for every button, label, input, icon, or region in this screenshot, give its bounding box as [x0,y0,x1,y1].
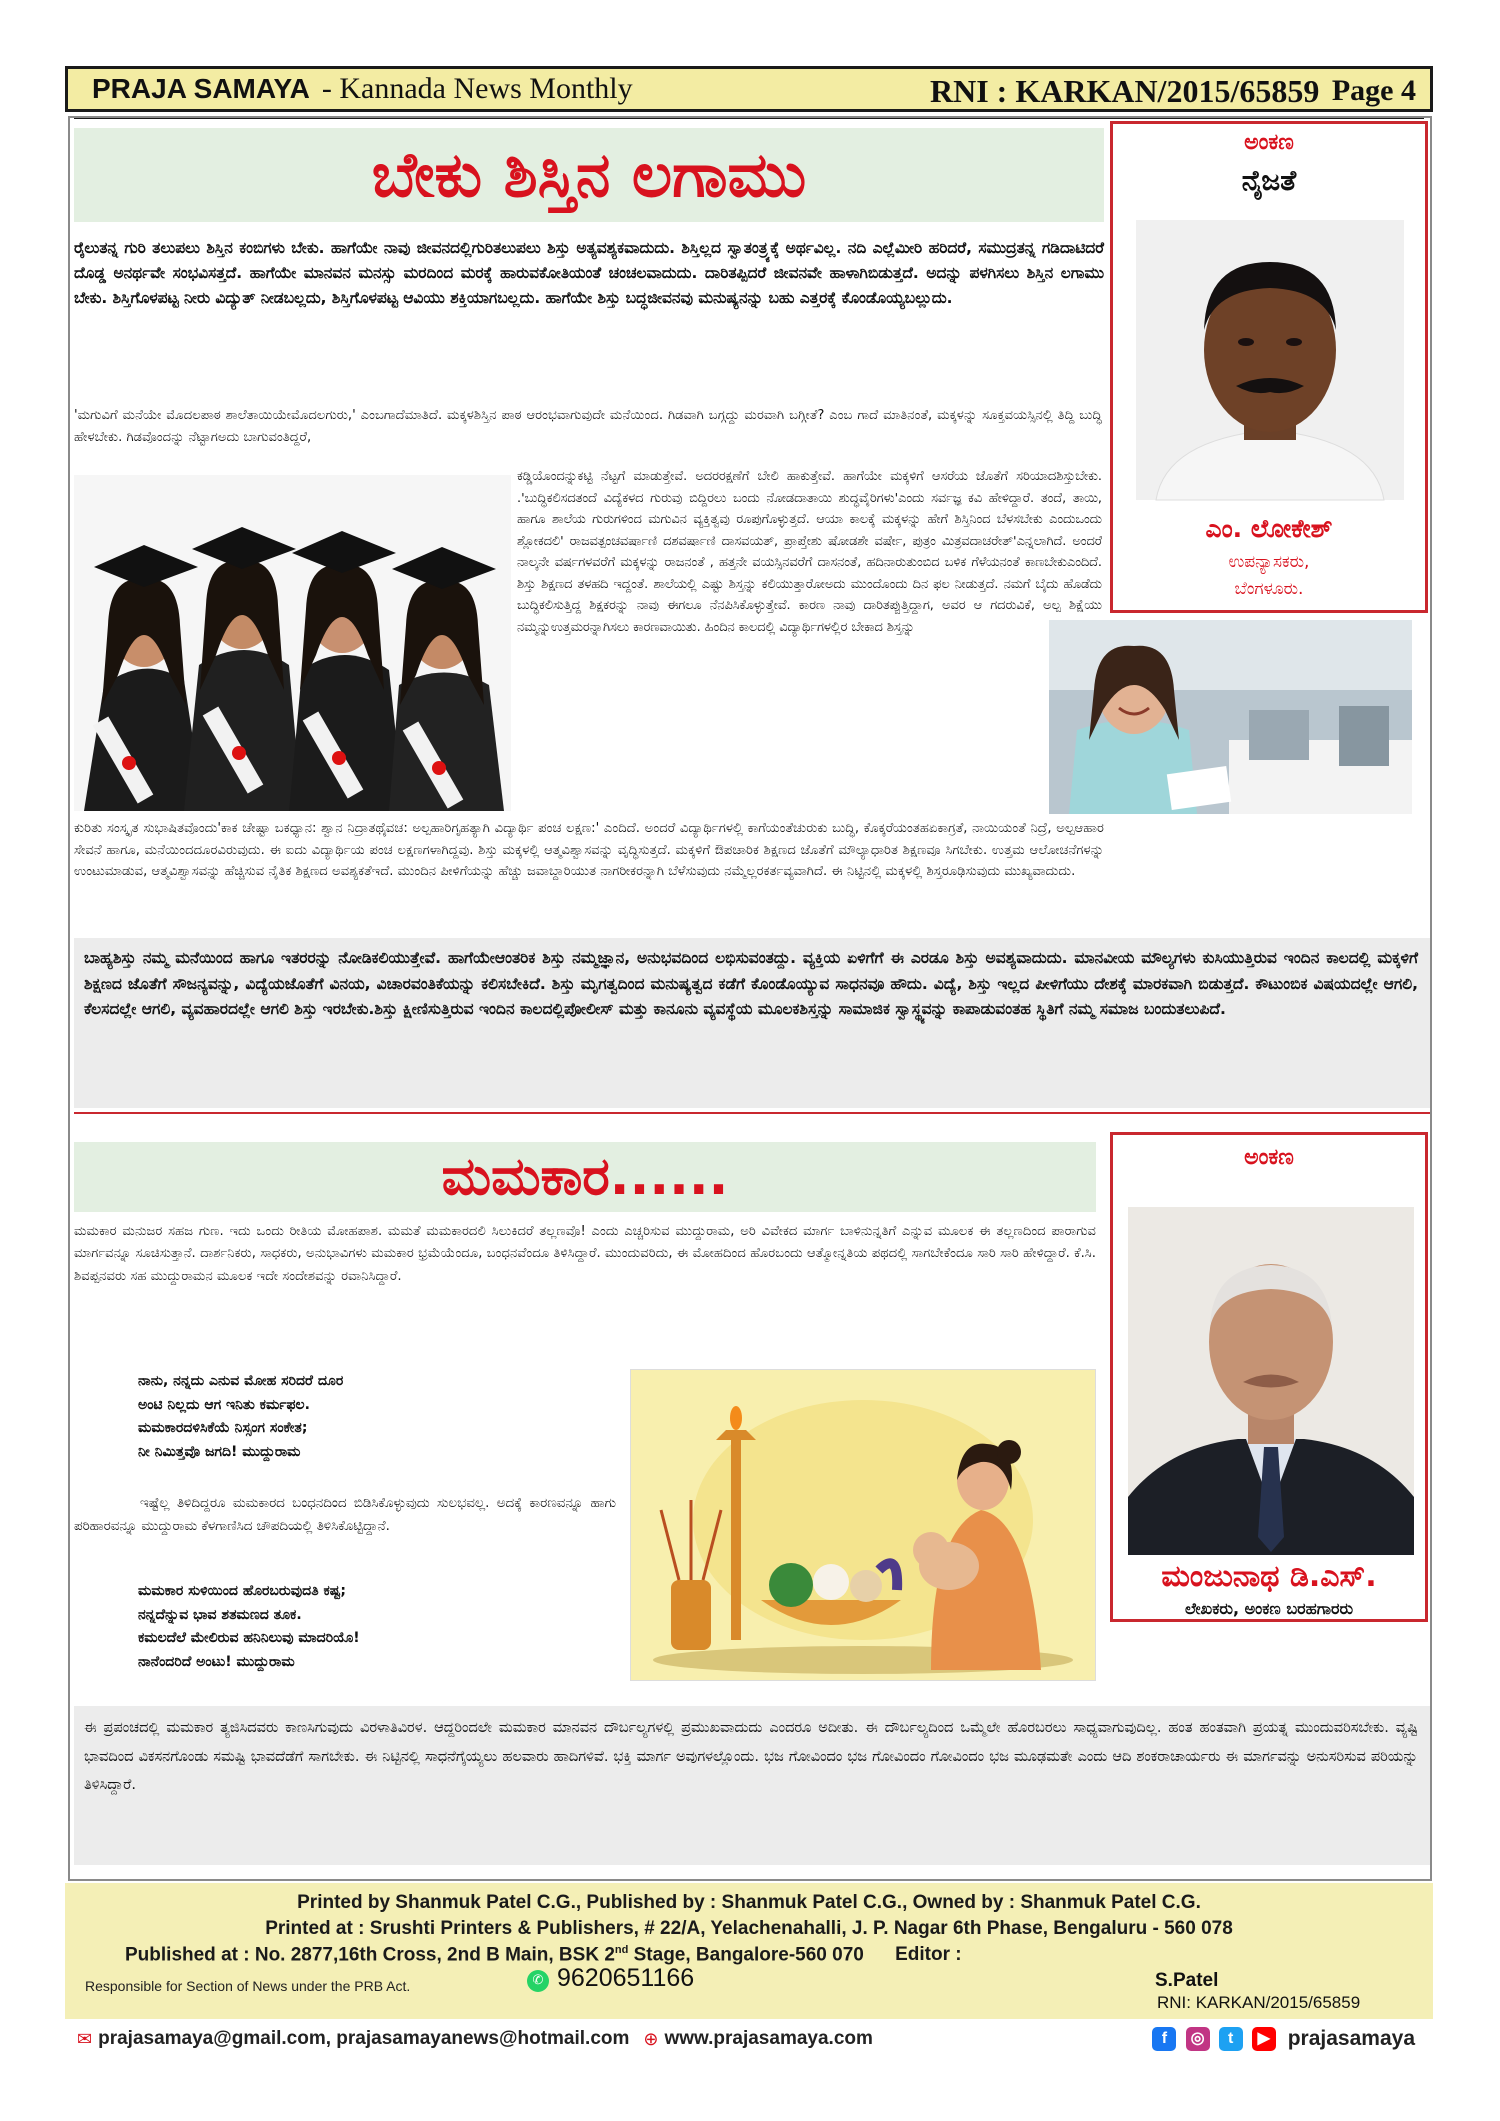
email-icon: ✉ [77,2028,93,2050]
poem2-line: ನಾನೆಂದರಿದೆ ಅಂಟು! ಮುದ್ದುರಾಮ [138,1653,295,1670]
poem1-line: ನಾನು, ನನ್ನದು ಎನುವ ಮೋಹ ಸರಿದರೆ ದೂರ [138,1373,344,1389]
poem1-line: ಅಂಟಿ ನಿಲ್ಲದು ಆಗ ಇನಿತು ಕರ್ಮಫಲ. [138,1396,310,1413]
article2-conclusion: ಈ ಪ್ರಪಂಚದಲ್ಲಿ ಮಮಕಾರ ತ್ಯಜಿಸಿದವರು ಕಾಣಸಿಗುವುದು ವಿರಳಾತಿವಿರಳ. ಆದ್ದರಿಂದಲೇ ಮಮಕಾರ ಮಾನವನ ದೌರ್ಬಲ್ಯಗಳಲ್ಲಿ ಪ್ರಮುಖವಾದುದು ಎಂದರೂ ಅದೀತು. ಈ ದೌರ್ಬಲ್ಯದಿಂದ ಒಮ್ಮೆಲೇ ಹೊರಬರಲು ಸಾಧ್ಯವಾಗುವುದಿಲ್ಲ. ಹಂತ ಹಂತವಾಗಿ ಪ್ರಯತ್ನ ಮುಂದುವರಿಸಬೇಕು. ವ್ಯಷ್ಟಿ ಭಾವದಿಂದ ವಿಕಸನಗೊಂಡು ಸಮಷ್ಟಿ ಭಾವದೆಡೆಗೆ ಸಾಗಬೇಕು. ಈ ನಿಟ್ಟಿನಲ್ಲಿ ಸಾಧನೆಗೈಯ್ಯಲು ಹಲವಾರು ಹಾದಿಗಳಿವೆ. ಭಕ್ತಿ ಮಾರ್ಗ ಅವುಗಳಲ್ಲೊಂದು. ಭಜ ಗೋವಿಂದಂ ಭಜ ಗೋವಿಂದಂ ಗೋವಿಂದಂ ಭಜ ಮೂಢಮತೇ ಎಂದು ಆದಿ ಶಂಕರಾಚಾರ್ಯರು ಈ ಮಾರ್ಗವನ್ನು ಅನುಸರಿಸುವ ಪರಿಯನ್ನು ತಿಳಿಸಿದ್ದಾರೆ. [84,1720,1418,1793]
poem2 [138,1580,598,1674]
facebook-icon[interactable]: f [1152,2027,1176,2051]
social-handle: prajasamaya [1287,2027,1415,2050]
article2-mid: ಇಷ್ಟೆಲ್ಲ ತಿಳಿದಿದ್ದರೂ ಮಮಕಾರದ ಬಂಧನದಿಂದ ಬಿಡಿಸಿಕೊಳ್ಳುವುದು ಸುಲಭವಲ್ಲ. ಅದಕ್ಕೆ ಕಾರಣವನ್ನೂ ಹಾಗು ಪರಿಹಾರವನ್ನೂ ಮುದ್ದುರಾಮ ಕೆಳಗಾಣಿಸಿದ ಚೌಪದಿಯಲ್ಲಿ ತಿಳಿಸಿಕೊಟ್ಟಿದ್ದಾನೆ. [74,1496,616,1534]
imprint-sup: nd [614,1944,629,1956]
poem1-line: ಮಮಕಾರದಳಿಸಿಕೆಯೆ ನಿಸ್ಸಂಗ ಸಂಕೇತ; [138,1420,308,1436]
article2-conclusion-box [74,1706,1430,1865]
footer-rni: RNI: KARKAN/2015/65859 [1157,1993,1361,2012]
publication-name: PRAJA SAMAYA [92,73,310,104]
article1-intro: ರೈಲುತನ್ನ ಗುರಿ ತಲುಪಲು ಶಿಸ್ತಿನ ಕಂಬಿಗಳು ಬೇಕು. ಹಾಗೆಯೇ ನಾವು ಜೀವನದಲ್ಲಿಗುರಿತಲುಪಲು ಶಿಸ್ತು ಅತ್ಯವಶ್ಯಕವಾದುದು. ಶಿಸ್ತಿಲ್ಲದ ಸ್ವಾತಂತ್ರ್ಯಕ್ಕೆ ಅರ್ಥವಿಲ್ಲ. ನದಿ ಎಲ್ಲೆಮೀರಿ ಹರಿದರೆ, ಸಮುದ್ರತನ್ನ ಗಡಿದಾಟಿದರೆ ದೊಡ್ಡ ಅನರ್ಥವೇ ಸಂಭವಿಸತ್ತದೆ. ಹಾಗೆಯೇ ಮಾನವನ ಮನಸ್ಸು ಮರದಿಂದ ಮರಕ್ಕೆ ಹಾರುವಕೋತಿಯಂತೆ ಚಂಚಲವಾದುದು. ದಾರಿತಪ್ಪಿದರೆ ಜೀವನವೇ ಹಾಳಾಗಿಬಿಡುತ್ತದೆ. ಅದನ್ನು ಪಳಗಿಸಲು ಶಿಸ್ತಿನ ಲಗಾಮು ಬೇಕು. ಶಿಸ್ತಿಗೊಳಪಟ್ಟ ನೀರು ವಿದ್ಯುತ್ ನೀಡಬಲ್ಲದು, ಶಿಸ್ತಿಗೊಳಪಟ್ಟ ಆವಿಯು ಶಕ್ತಿಯಾಗಬಲ್ಲದು. ಹಾಗೆಯೇ ಶಿಸ್ತು ಬದ್ಧಜೀವನವು ಮನುಷ್ಯನನ್ನು ಬಹು ಎತ್ತರಕ್ಕೆ ಕೊಂಡೊಯ್ಯಬಲ್ಲುದು. [74,239,1104,307]
youtube-icon[interactable]: ▶ [1252,2027,1276,2051]
imprint-line-3 [125,1944,962,1966]
article1-body-mid: ಕಡ್ಡಿಯೊಂದನ್ನುಕಟ್ಟಿ ನೆಟ್ಟಗೆ ಮಾಡುತ್ತೇವೆ. ಅದರರಕ್ಷಣೆಗೆ ಬೇಲಿ ಹಾಕುತ್ತೇವೆ. ಹಾಗೆಯೇ ಮಕ್ಕಳಿಗೆ ಆಸರೆಯ ಜೊತೆಗೆ ಸರಿಯಾದಶಿಸ್ತುಬೇಕು. .'ಬುದ್ಧಿಕಲಿಸದತಂದೆ ವಿದ್ಯೆಕಳದ ಗುರುವು ಬಿದ್ದಿರಲು ಬಂದು ನೋಡದಾತಾಯಿ ಶುದ್ಧವೈರಿಗಳು'ಎಂದು ಸರ್ವಜ್ಞ ಕವಿ ಹೇಳಿದ್ದಾರೆ. ತಂದೆ, ತಾಯಿ, ಹಾಗೂ ಶಾಲೆಯ ಗುರುಗಳಿಂದ ಮಗುವಿನ ವ್ಯಕ್ತಿತ್ವವು ರೂಪುಗೊಳ್ಳುತ್ತದೆ. ಆಯಾ ಕಾಲಕ್ಕೆ ಮಕ್ಕಳನ್ನು ಹೇಗೆ ಶಿಸ್ತಿನಿಂದ ಬೆಳಸಬೇಕು ಎಂದುಒಂದು ಶ್ಲೋಕದಲಿ' ರಾಜವತ್ಪಂಚವರ್ಷಾಣಿ ದಶವರ್ಷಾಣಿ ದಾಸವಯತ್, ಪ್ರಾಪ್ತೇಶು ಷೋಡಶೇ ವರ್ಷೇ, ಪುತ್ರಂ ಮಿತ್ರವದಾಚರೇತ್'ಎನ್ನಲಾಗಿದೆ. ಅಂದರೆ ನಾಲ್ಕನೇ ವರ್ಷಗಳವರೆಗೆ ಮಕ್ಕಳನ್ನು ರಾಜನಂತೆ , ಹತ್ತನೇ ವಯಸ್ಸಿನವರೆಗೆ ದಾಸನಂತೆ, ಹದಿನಾರುತುಂಬಿದ ಬಳಿಕ ಗೆಳೆಯನಂತೆ ಕಾಣಬೇಕುಎಂದಿದೆ. ಶಿಸ್ತು ಶಿಕ್ಷಣದ ತಳಹದಿ ಇದ್ದಂತೆ. ಶಾಲೆಯಲ್ಲಿ ಎಷ್ಟು ಶಿಸ್ತನ್ನು ಕಲಿಯುತ್ತಾರೋಅದು ಮುಂದೊಂದು ದಿನ ಫಲ ನೀಡುತ್ತದೆ. ನಮಗೆ ಬೈದು ಹೊಡೆದು ಬುದ್ಧಿಕಲಿಸುತ್ತಿದ್ದ ಶಿಕ್ಷಕರನ್ನು ನಾವು ಈಗಲೂ ನೆನಪಿಸಿಕೊಳ್ಳುತ್ತೇವೆ. ಕಾರಣ ನಾವು ದಾರಿತಪ್ಪುತ್ತಿದ್ದಾಗ, ಅವರ ಆ ಗದರುವಿಕೆ, ಅಲ್ಪ ಶಿಕ್ಷೆಯು ನಮ್ಮನ್ನುಉತ್ತಮರನ್ನಾಗಿಸಲು ಕಾರಣವಾಯಿತು. ಹಿಂದಿನ ಕಾಲದಲ್ಲಿ ವಿದ್ಯಾರ್ಥಿಗಳಲ್ಲಿರ ಬೇಕಾದ ಶಿಸ್ತನ್ನು [517,469,1102,635]
poem1-line: ನೀ ನಿಮಿತ್ತವೊ ಜಗದಿ! ಮುದ್ದುರಾಮ [138,1443,301,1460]
column-name: ನೈಜತೆ [1241,164,1297,197]
graduates-photo [74,475,511,811]
column-label: ಅಂಕಣ [1244,130,1294,155]
author-name-manjunath: ಮಂಜುನಾಥ ಡಿ.ಎಸ್. [1161,1559,1377,1594]
website-link[interactable]: www.prajasamaya.com [664,2028,873,2049]
publication-subtitle: - Kannada News Monthly [321,72,633,105]
author-place-lokesh: ಬೆಂಗಳೂರು. [1234,579,1304,599]
article2-title: ಮಮಕಾರ...... [441,1146,729,1207]
article1-title-banner [74,128,1104,222]
author-role-lokesh: ಉಪನ್ಯಾಸಕರು, [1228,552,1310,572]
article2-intro: ಮಮಕಾರ ಮನುಜರ ಸಹಜ ಗುಣ. ಇದು ಒಂದು ರೀತಿಯ ಮೋಹಪಾಶ. ಮಮತೆ ಮಮಕಾರದಲಿ ಸಿಲುಕಿದರೆ ತಲ್ಲಣವೊ! ಎಂದು ಎಚ್ಚರಿಸುವ ಮುದ್ದುರಾಮ, ಅರಿ ವಿವೇಕದ ಮಾರ್ಗ ಬಾಳಿನುನ್ನತಿಗೆ ಎನ್ನುವ ಮೂಲಕ ಈ ತಲ್ಲಣದಿಂದ ಪಾರಾಗುವ ಮಾರ್ಗವನ್ನೂ ಸೂಚಿಸುತ್ತಾನೆ. ದಾರ್ಶನಿಕರು, ಸಾಧಕರು, ಅನುಭಾವಿಗಳು ಮಮಕಾರ ಭ್ರಮೆಯೆಂದೂ, ಬಂಧನವೆಂದೂ ತಿಳಿಸಿದ್ದಾರೆ. ಮುಂದುವರಿದು, ಈ ಮೋಹದಿಂದ ಹೊರಬಂದು ಆತ್ಮೋನ್ನತಿಯ ಪಥದಲ್ಲಿ ಸಾಗಬೇಕೆಂದೂ ಸಾರಿ ಸಾರಿ ಹೇಳಿದ್ದಾರೆ. ಕೆ.ಸಿ. ಶಿವಪ್ಪನವರು ಸಹ ಮುದ್ದುರಾಮನ ಮೂಲಕ ಇದೇ ಸಂದೇಶವನ್ನು ರವಾನಿಸಿದ್ದಾರೆ. [74,1224,1096,1284]
masthead-bar [65,66,1433,112]
author-photo-manjunath [1128,1207,1414,1555]
prb-note: Responsible for Section of News under the PRB Act. [85,1978,411,1994]
page-number: Page 4 [1331,74,1416,107]
globe-icon: ⊕ [643,2028,659,2050]
section-divider [74,1112,1430,1114]
article2-title-banner [74,1142,1096,1212]
article1-body-top: 'ಮಗುವಿಗೆ ಮನೆಯೇ ಮೊದಲಪಾಠ ಶಾಲೆತಾಯಿಯೇಮೊದಲಗುರು,' ಎಂಬಗಾದೆಮಾತಿದೆ. ಮಕ್ಕಳಶಿಸ್ತಿನ ಪಾಠ ಆರಂಭವಾಗುವುದೇ ಮನೆಯಿಂದ. ಗಿಡವಾಗಿ ಬಗ್ಗದ್ದು ಮರವಾಗಿ ಬಗ್ಗೀತೆ? ಎಂಬ ಗಾದೆ ಮಾತಿನಂತೆ, ಮಕ್ಕಳನ್ನು ಸೂಕ್ತವಯಸ್ಸಿನಲ್ಲಿ ತಿದ್ದಿ ಬುದ್ಧಿ ಹೇಳಬೇಕು. ಗಿಡವೊಂದನ್ನು ನೆಟ್ಟಾಗಅದು ಬಾಗುವಂತಿದ್ದರೆ, [74,408,1102,445]
poem1 [138,1370,598,1464]
author-photo-lokesh [1136,220,1404,500]
article1-body-bottom: ಕುರಿತು ಸಂಸ್ಕೃತ ಸುಭಾಷಿತವೊಂದು'ಕಾಕ ಚೇಷ್ಟಾ ಬಕಧ್ಯಾನ: ಶ್ವಾನ ನಿದ್ರಾತಥೈವಚ: ಅಲ್ಪಹಾರಿಗೃಹತ್ಯಾಗಿ ವಿದ್ಯಾರ್ಥಿ ಪಂಚ ಲಕ್ಷಣ:' ಎಂದಿದೆ. ಅಂದರೆ ವಿದ್ಯಾರ್ಥಿಗಳಲ್ಲಿ ಕಾಗೆಯಂತೆಚುರುಕು ಬುದ್ಧಿ, ಕೊಕ್ಕರೆಯಂತಹಏಕಾಗ್ರತೆ, ನಾಯಿಯಂತೆ ನಿದ್ರೆ, ಅಲ್ಪಆಹಾರ ಸೇವನೆ ಹಾಗೂ, ಮನೆಯಿಂದದೂರವಿರುವುದು. ಈ ಐದು ವಿದ್ಯಾರ್ಥಿಯ ಪಂಚ ಲಕ್ಷಣಗಳಾಗಿದ್ದವು. ಶಿಸ್ತು ಮಕ್ಕಳಲ್ಲಿ ಆತ್ಮವಿಶ್ವಾಸವನ್ನು ವೃದ್ಧಿಸುತ್ತದೆ. ಮಕ್ಕಳಿಗೆ ಔಪಚಾರಿಕ ಶಿಕ್ಷಣದ ಜೊತೆಗೆ ಮೌಲ್ಯಾಧಾರಿತ ಶಿಕ್ಷಣವೂ ಸಿಗಬೇಕು. ಉತ್ತಮ ಆಲೋಚನೆಗಳನ್ನು ಉಂಟುಮಾಡುವ, ಆತ್ಮವಿಶ್ವಾಸವನ್ನು ಹೆಚ್ಚಿಸುವ ನೈತಿಕ ಶಿಕ್ಷಣದ ಅವಶ್ಯಕತೆಇದೆ. ಮುಂದಿನ ಪೀಳಿಗೆಯನ್ನು ಹೆಚ್ಚು ಜವಾಬ್ದಾರಿಯುತ ನಾಗರೀಕರನ್ನಾಗಿ ಬೆಳೆಸುವುದು ನಮ್ಮೆಲ್ಲರಕರ್ತವ್ಯವಾಗಿದೆ. ಈ ನಿಟ್ಟಿನಲ್ಲಿ ಮಕ್ಕಳಲ್ಲಿ ಶಿಸ್ತರೂಢಿಸುವುದು ಮುಖ್ಯವಾದುದು. [74,821,1104,879]
contact-bar [65,2019,1433,2059]
article1-conclusion: ಬಾಹ್ಯಶಿಸ್ತು ನಮ್ಮ ಮನೆಯಿಂದ ಹಾಗೂ ಇತರರನ್ನು ನೋಡಿಕಲಿಯುತ್ತೇವೆ. ಹಾಗೆಯೇಆಂತರಿಕ ಶಿಸ್ತು ನಮ್ಮಜ್ಞಾನ, ಅನುಭವದಿಂದ ಲಭಿಸುವಂತದ್ದು. ವ್ಯಕ್ತಿಯ ಏಳಿಗೆಗೆ ಈ ಎರಡೂ ಶಿಸ್ತು ಅವಶ್ಯವಾದುದು. ಮಾನವೀಯ ಮೌಲ್ಯಗಳು ಕುಸಿಯುತ್ತಿರುವ ಇಂದಿನ ಕಾಲದಲ್ಲಿ ಮಕ್ಕಳಿಗೆ ಶಿಕ್ಷಣದ ಜೊತೆಗೆ ಸೌಜನ್ಯವನ್ನು, ವಿದ್ಯೆಯಜೊತೆಗೆ ವಿನಯ, ವಿಚಾರವಂತಿಕೆಯನ್ನು ಕಲಿಸಬೇಕಿದೆ. ಶಿಸ್ತು ಮೃಗತ್ವದಿಂದ ಮನುಷ್ಯತ್ವದ ಕಡೆಗೆ ಕೊಂಡೊಯ್ಯುವ ಸಾಧನವೂ ಹೌದು. ವಿದ್ಯೆ, ಶಿಸ್ತು ಇಲ್ಲದ ಪೀಳಿಗೆಯು ದೇಶಕ್ಕೆ ಮಾರಕವಾಗಿ ಬಿಡುತ್ತದೆ. ಕೌಟುಂಬಿಕ ವಿಷಯದಲ್ಲೇ ಆಗಲಿ, ಕೆಲಸದಲ್ಲೇ ಆಗಲಿ, ವ್ಯವಹಾರದಲ್ಲೇ ಆಗಲಿ ಶಿಸ್ತು ಇರಬೇಕು.ಶಿಸ್ತು ಕ್ಷೀಣಿಸುತ್ತಿರುವ ಇಂದಿನ ಕಾಲದಲ್ಲಿಪೋಲೀಸ್ ಮತ್ತು ಕಾನೂನು ವ್ಯವಸ್ಥೆಯ ಮೂಲಕಶಿಸ್ತನ್ನು ಸಾಮಾಜಿಕ ಸ್ವಾಸ್ಥ್ಯವನ್ನು ಕಾಪಾಡುವಂತಹ ಸ್ಥಿತಿಗೆ ನಮ್ಮ ಸಮಾಜ ಬಂದುತಲುಪಿದೆ. [84,949,1418,1018]
poem2-line: ಕಮಲದೆಲೆ ಮೇಲಿರುವ ಹನಿನಿಲುವು ಮಾದರಿಯೊ! [138,1630,360,1646]
imprint-line-2: Printed at : Srushti Printers & Publishers, # 22/A, Yelachenahalli, J. P. Nagar 6th Phase, Bengaluru - 560 078 [265,1918,1233,1939]
imprint-line-1: Printed by Shanmuk Patel C.G., Published by : Shanmuk Patel C.G., Owned by : Shanmuk Patel C.G. [297,1892,1201,1913]
poem2-line: ನನ್ನದೆನ್ನುವ ಭಾವ ಶತಮಣದ ತೂಕ. [138,1606,302,1623]
author-card-manjunath [1110,1132,1428,1622]
instagram-icon[interactable]: ◎ [1186,2027,1210,2051]
column-label: ಅಂಕಣ [1244,1145,1294,1170]
child-photo [1049,620,1412,814]
imprint-footer [65,1883,1433,2019]
whatsapp-icon: ✆ [527,1970,549,1992]
email-addresses[interactable]: prajasamaya@gmail.com, prajasamayanews@hotmail.com [98,2028,630,2049]
article1-conclusion-box [74,938,1430,1108]
editor-name: S.Patel [1155,1970,1219,1991]
rni-number: RNI : KARKAN/2015/65859 [930,73,1320,109]
imprint-address-end: Stage, Bangalore-560 070 [628,1944,864,1966]
author-name-lokesh: ಎಂ. ಲೋಕೇಶ್ [1205,514,1333,543]
editor-label: Editor : [895,1944,962,1966]
article1-title: ಬೇಕು ಶಿಸ್ತಿನ ಲಗಾಮು [371,138,807,211]
imprint-address: Published at : No. 2877,16th Cross, 2nd B Main, BSK 2 [125,1944,615,1966]
author-role-manjunath: ಲೇಖಕರು, ಅಂಕಣ ಬರಹಗಾರರು [1184,1599,1354,1618]
phone-number: 9620651166 [557,1964,695,1992]
social-icons [1152,2027,1279,2051]
poem2-line: ಮಮಕಾರ ಸುಳಿಯಿಂದ ಹೊರಬರುವುದತಿ ಕಷ್ಟ; [138,1583,346,1599]
twitter-icon[interactable]: t [1219,2027,1243,2051]
author-card-lokesh [1110,121,1428,613]
mother-child-illustration [630,1369,1096,1681]
